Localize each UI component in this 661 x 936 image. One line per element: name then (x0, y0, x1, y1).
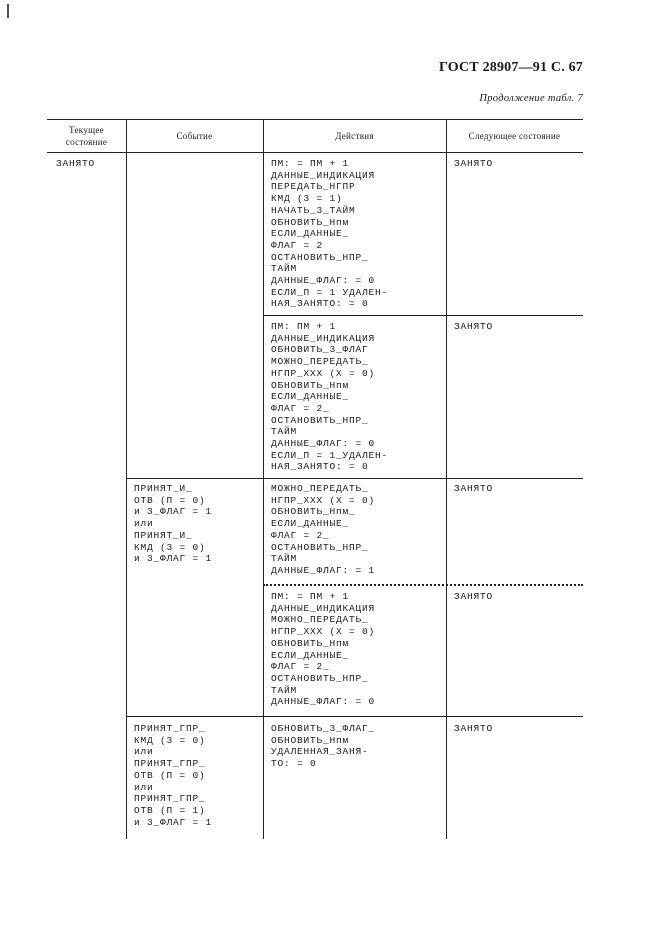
row4-next-state: ЗАНЯТО (454, 591, 494, 602)
table-continuation-label: Продолжение табл. 7 (479, 93, 583, 104)
column-header-actions: Действия (335, 131, 374, 141)
row5-next-state: ЗАНЯТО (454, 723, 494, 734)
column-header-event: Событие (176, 131, 213, 141)
row3-dotted-separator (263, 584, 583, 586)
column-rule-1 (126, 119, 127, 839)
row5-event: ПРИНЯТ_ГПР_ КМД (3 = 0) или ПРИНЯТ_ГПР_ ОТВ (П = 0) или ПРИНЯТ_ГПР_ ОТВ (П = 1) и 3_ФЛАГ = 1 (134, 723, 213, 828)
row1-bottom-rule (263, 315, 583, 316)
row3-next-state: ЗАНЯТО (454, 483, 494, 494)
header-bottom-rule (47, 152, 583, 153)
table-top-rule (47, 119, 583, 120)
row3-event: ПРИНЯТ_И_ ОТВ (П = 0) и 3_ФЛАГ = 1 или ПРИНЯТ_И_ КМД (3 = 0) и 3_ФЛАГ = 1 (134, 483, 213, 565)
page-corner-mark (7, 4, 9, 18)
row4-bottom-rule (126, 716, 583, 717)
row1-current-state: ЗАНЯТО (56, 158, 96, 169)
column-header-next-state: Следующее состояние (468, 131, 561, 141)
row2-next-state: ЗАНЯТО (454, 321, 494, 332)
state-transition-table (47, 119, 583, 839)
row1-next-state: ЗАНЯТО (454, 158, 494, 169)
row4-actions: ПМ: = ПМ + 1 ДАННЫЕ_ИНДИКАЦИЯ МОЖНО_ПЕРЕДАТЬ_ НГПР_XXX (X = 0) ОБНОВИТЬ_Нпм ЕСЛИ_ДАННЫЕ_ ФЛАГ = 2_ ОСТАНОВИТЬ_НПР_ ТАЙМ ДАННЫЕ_ФЛАГ: = 0 (271, 591, 376, 708)
column-header-current-state: Текущее состояние (65, 125, 108, 147)
document-header-title: ГОСТ 28907—91 С. 67 (439, 60, 583, 75)
row2-actions: ПМ: ПМ + 1 ДАННЫЕ_ИНДИКАЦИЯ ОБНОВИТЬ_3_ФЛАГ МОЖНО_ПЕРЕДАТЬ_ НГПР_XXX (X = 0) ОБНОВИТЬ_Нпм ЕСЛИ_ДАННЫЕ_ ФЛАГ = 2_ ОСТАНОВИТЬ_НПР_ ТАЙМ ДАННЫЕ_ФЛАГ: = 0 ЕСЛИ_П = 1_УДАЛЕН- НАЯ_ЗАНЯТО: = 0 (271, 321, 389, 473)
row1-actions: ПМ: = ПМ + 1 ДАННЫЕ_ИНДИКАЦИЯ ПЕРЕДАТЬ_НГПР КМД (3 = 1) НАЧАТЬ_3_ТАЙМ ОБНОВИТЬ_Нпм ЕСЛИ_ДАННЫЕ_ ФЛАГ = 2 ОСТАНОВИТЬ_НПР_ ТАЙМ ДАННЫЕ_ФЛАГ: = 0 ЕСЛИ_П = 1 УДАЛЕН- НАЯ_ЗАНЯТО: = 0 (271, 158, 389, 310)
column-rule-2 (263, 119, 264, 839)
row5-actions: ОБНОВИТЬ_3_ФЛАГ_ ОБНОВИТЬ_Нпм УДАЛЕННАЯ_ЗАНЯ- ТО: = 0 (271, 723, 376, 770)
row3-actions: МОЖНО_ПЕРЕДАТЬ_ НГПР_XXX (X = 0) ОБНОВИТЬ_Нпм_ ЕСЛИ_ДАННЫЕ_ ФЛАГ = 2_ ОСТАНОВИТЬ_НПР_ ТАЙМ ДАННЫЕ_ФЛАГ: = 1 (271, 483, 376, 576)
column-rule-3 (446, 119, 447, 839)
row2-bottom-rule (126, 478, 583, 479)
